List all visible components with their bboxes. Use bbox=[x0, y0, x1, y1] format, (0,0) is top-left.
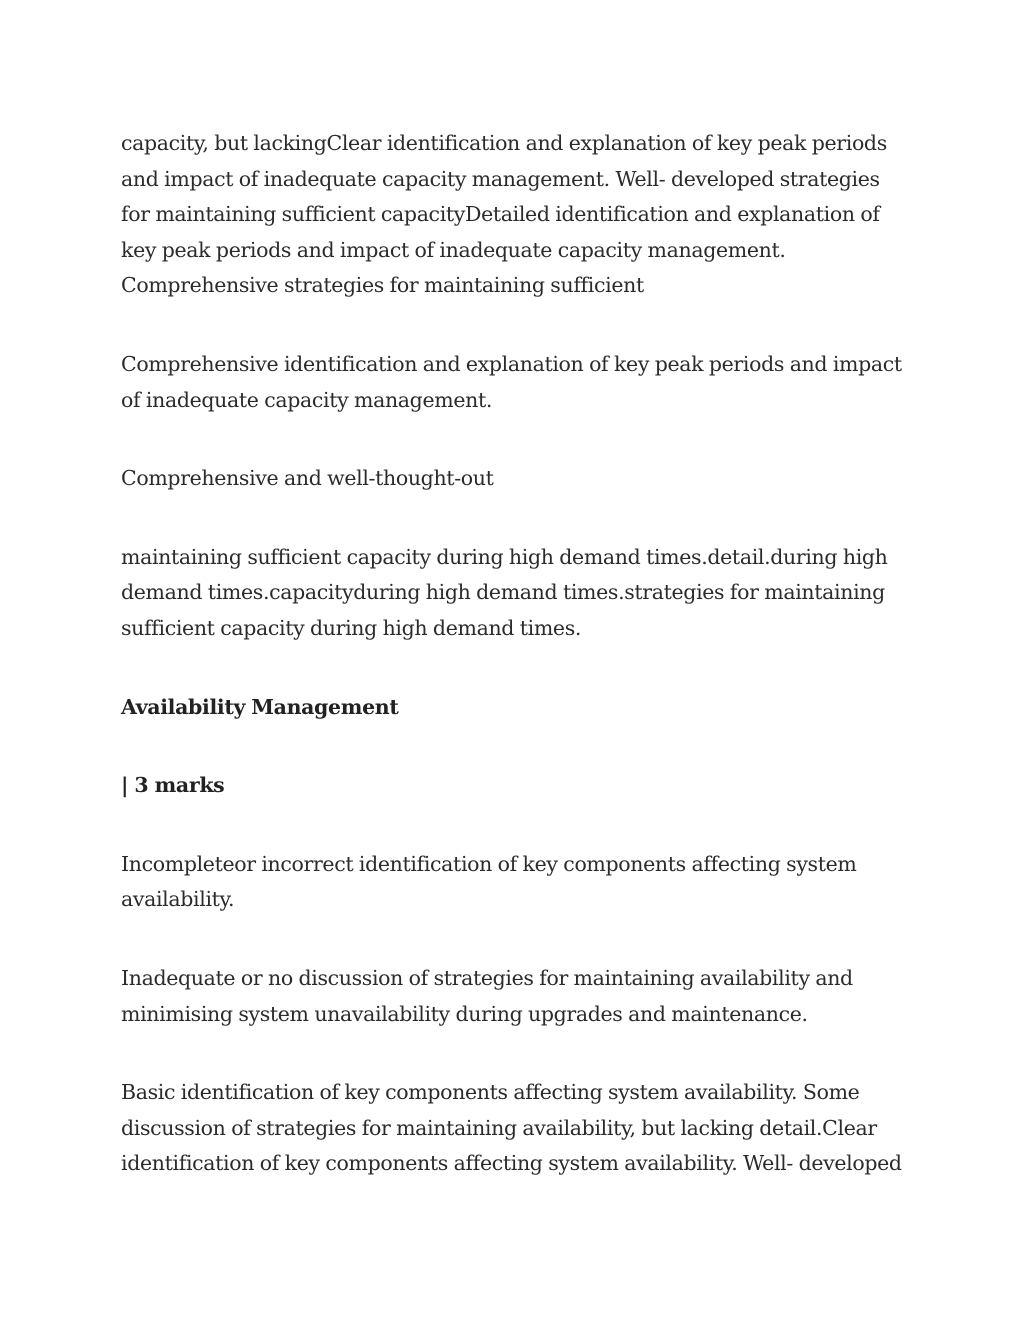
paragraph-maintaining-capacity: maintaining sufficient capacity during high demand times.detail.during high demand times.capacityduring high demand times.strategies for maintaining sufficient capacity during high demand times. bbox=[121, 544, 888, 640]
paragraph-inadequate-discussion: Inadequate or no discussion of strategies for maintaining availability and minimising system unavailability during upgrades and maintenance. bbox=[121, 965, 853, 1026]
document-body bbox=[121, 126, 911, 1225]
paragraph-basic-identification: Basic identification of key components affecting system availability. Some discussion of strategies for maintaining availability, but lacking detail.Clear identification of key components affecting system availability. Well- developed bbox=[121, 1080, 902, 1176]
paragraph-capacity-criteria: capacity, but lackingClear identification and explanation of key peak periods and impact of inadequate capacity management. Well- developed strategies for maintaining sufficient capacityDetailed identification and explanation of key peak periods and impact of inadequate capacity management. Comprehensive strategies for maintaining sufficient bbox=[121, 131, 887, 298]
paragraph-incomplete-identification: Incompleteor incorrect identification of key components affecting system availability. bbox=[121, 851, 857, 912]
marks-label: | 3 marks bbox=[121, 773, 225, 798]
section-heading-availability-management: Availability Management bbox=[121, 694, 399, 719]
paragraph-comprehensive-well-thought-out: Comprehensive and well-thought-out bbox=[121, 466, 494, 491]
paragraph-comprehensive-identification: Comprehensive identification and explanation of key peak periods and impact of inadequate capacity management. bbox=[121, 351, 902, 412]
